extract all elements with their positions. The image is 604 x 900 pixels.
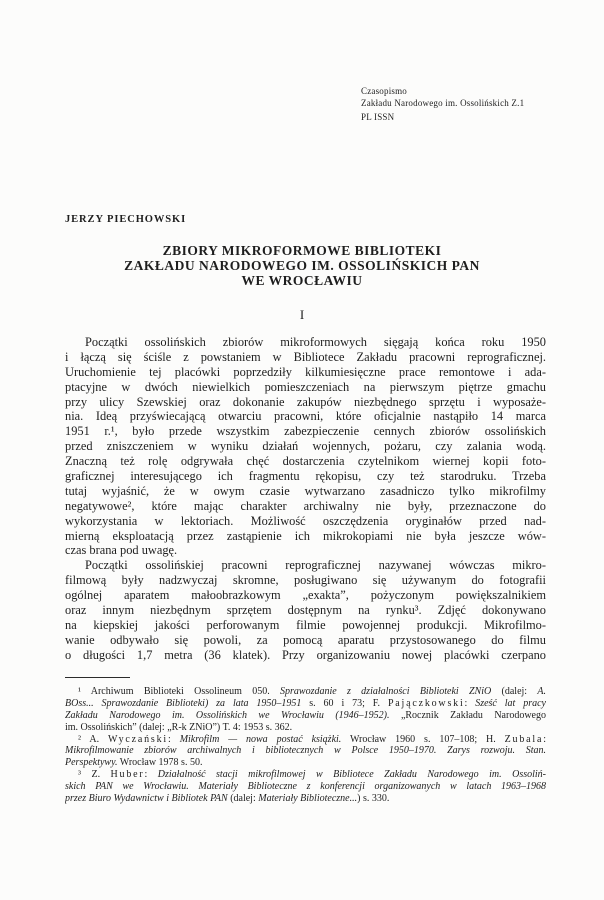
article-title-line: WE WROCŁAWIU bbox=[241, 273, 363, 289]
text-segment: Materiały Biblioteczne... bbox=[258, 793, 358, 805]
text-line: filmową były nadzwyczaj skromne, posługiwano się używanym do fotografii bbox=[65, 573, 546, 588]
footnote-line bbox=[65, 757, 546, 769]
text-segment: Sześć lat pracy bbox=[475, 697, 546, 709]
text-segment: ² A. bbox=[78, 733, 108, 745]
text-line: negatywowe², które mając charakter archiwalny nie były, przeznaczone do bbox=[65, 498, 546, 513]
text-segment: przez Biuro Wydawnictw i Bibliotek PAN bbox=[65, 793, 228, 805]
text-segment: : bbox=[464, 697, 476, 709]
footnote-line bbox=[65, 722, 546, 734]
footnote-line bbox=[65, 686, 546, 698]
article-body bbox=[65, 335, 546, 663]
article-title-line: ZAKŁADU NARODOWEGO IM. OSSOLIŃSKICH PAN bbox=[124, 258, 480, 274]
text-line: wykorzystania w lektoriach. Możliwość oszczędzenia oryginałów przed nad- bbox=[65, 513, 546, 528]
text-line: przy ulicy Szewskiej oraz dokonanie zakupów niezbędnego sprzętu i wyposaże- bbox=[65, 394, 546, 409]
text-segment: ) s. 330. bbox=[357, 793, 390, 805]
text-line: wanie odbywało się powoli, za pomocą aparatu przystosowanego do filmu bbox=[65, 632, 546, 647]
text-segment: Huber bbox=[110, 769, 145, 781]
text-line: nia. Ideą przyświecającą otwarciu pracowni, które oficjalnie nastąpiło 14 marca bbox=[65, 409, 546, 424]
text-line: ptacyjne w dwóch niewielkich pomieszczeniach na pierwszym piętrze gmachu bbox=[65, 379, 546, 394]
footnote-line bbox=[65, 769, 546, 781]
text-line: Uruchomienie tej placówki poprzedziły kilkumiesięczne prace remontowe i ada- bbox=[65, 364, 546, 379]
text-line: o długości 1,7 metra (36 klatek). Przy organizowaniu nowej placówki czerpano bbox=[65, 647, 546, 662]
text-segment: (dalej: bbox=[491, 686, 538, 697]
text-segment: ¹ Archiwum Biblioteki Ossolineum 050. bbox=[78, 686, 281, 697]
text-line: ogólnej aparatem małoobrazkowym „exakta”, pożyczonym powiększalnikiem bbox=[65, 588, 546, 603]
text-segment: Mikrofilmowanie zbiorów archiwalnych i bibliotecznych w Polsce 1950–1970. Zarys rozwoju. Stan. bbox=[65, 745, 546, 757]
text-segment: : bbox=[144, 769, 158, 781]
section-number: I bbox=[299, 307, 305, 322]
footnote-line bbox=[65, 781, 546, 793]
text-segment: Wrocław 1960 s. 107–108; H. bbox=[341, 733, 505, 745]
text-segment: : bbox=[168, 733, 180, 745]
footnote-line bbox=[65, 745, 546, 757]
article-title bbox=[59, 243, 545, 289]
footnote-line bbox=[65, 793, 546, 805]
text-segment: Wyczański bbox=[107, 733, 168, 745]
text-line: Znaczną też rolę odgrywała chęć dostarczenia czytelnikom wiernej kopii foto- bbox=[65, 454, 546, 469]
text-segment: skich PAN we Wrocławiu. Materiały Biblioteczne z konferencji organizowanych w latach 1963–1968 bbox=[65, 781, 546, 793]
footnote-line bbox=[65, 710, 546, 722]
journal-imprint-line: Czasopismo bbox=[361, 86, 407, 96]
footnote-line bbox=[65, 734, 546, 746]
text-line: mierną eksploatacją przez zastąpienie ich mikrokopiami nie była jeszcze wów- bbox=[65, 528, 546, 543]
author-name: JERZY PIECHOWSKI bbox=[65, 214, 187, 225]
text-line: i łączą się ściśle z powstaniem w Bibliotece Zakładu pracowni reprograficznej. bbox=[65, 349, 546, 364]
text-segment: BOss... Sprawozdanie Biblioteki) za lata 1950–1951 bbox=[65, 697, 302, 709]
text-line: Początki ossolińskich zbiorów mikroformowych sięgają końca roku 1950 bbox=[85, 335, 546, 349]
text-segment: s. 60 i 73; F. bbox=[301, 697, 388, 709]
text-segment: A. bbox=[537, 686, 546, 697]
footnotes-block bbox=[65, 686, 546, 805]
article-title-line: ZBIORY MIKROFORMOWE BIBLIOTEKI bbox=[162, 243, 442, 258]
text-segment: : bbox=[543, 733, 546, 745]
footnote-line bbox=[65, 698, 546, 710]
text-line: czas brana pod uwagę. bbox=[65, 543, 178, 558]
footnote-separator-rule bbox=[65, 677, 130, 678]
text-segment: Działalność stacji mikrofilmowej w Bibliotece Zakładu Narodowego im. Ossoliń- bbox=[157, 769, 546, 781]
issn-line: PL ISSN bbox=[361, 112, 395, 122]
text-line: 1951 r.¹, było przede wszystkim zabezpieczenie cennych zbiorów ossolińskich bbox=[65, 424, 546, 439]
text-segment: Perspektywy. bbox=[65, 757, 118, 769]
text-line: Początki ossolińskiej pracowni reprograficznej nazywanej wówczas mikro- bbox=[85, 558, 546, 573]
journal-imprint bbox=[361, 86, 524, 124]
text-segment: Pajączkowski bbox=[387, 697, 465, 709]
text-line: graficznej interesującego ich fragmentu rękopisu, czy też starodruku. Trzeba bbox=[65, 469, 546, 484]
text-segment: Zakładu Narodowego im. Ossolińskich we Wrocławiu (1946–1952). bbox=[65, 709, 390, 721]
text-line: na kiepskiej jakości perforowanym filmie powojennej produkcji. Mikrofilmo- bbox=[65, 617, 546, 632]
text-segment: „Rocznik Zakładu Narodowego bbox=[389, 709, 546, 721]
text-segment: Sprawozdanie z działalności Biblioteki ZNiO bbox=[280, 686, 492, 697]
journal-imprint-line: Zakładu Narodowego im. Ossolińskich Z.1 bbox=[361, 97, 525, 108]
text-segment: im. Ossolińskich” (dalej: „R-k ZNiO”) T. 4: 1953 s. 362. bbox=[65, 721, 293, 733]
text-line: oraz innym niezbędnym sprzętem dostępnym na rynku³. Zdjęć dokonywano bbox=[65, 603, 546, 618]
text-segment: Zubala bbox=[504, 733, 544, 745]
text-segment: ³ Z. bbox=[78, 769, 111, 781]
text-line: tutaj wyjaśnić, że w owym czasie wytwarzano zasadniczo tylko mikrofilmy bbox=[65, 483, 546, 498]
text-segment: Mikrofilm — nowa postać książki. bbox=[179, 733, 342, 745]
text-segment: Wrocław 1978 s. 50. bbox=[117, 757, 203, 769]
text-segment: (dalej: bbox=[227, 793, 259, 805]
text-line: przed zniszczeniem w wyniku działań wojennych, pożaru, czy zalania wodą. bbox=[65, 439, 546, 454]
